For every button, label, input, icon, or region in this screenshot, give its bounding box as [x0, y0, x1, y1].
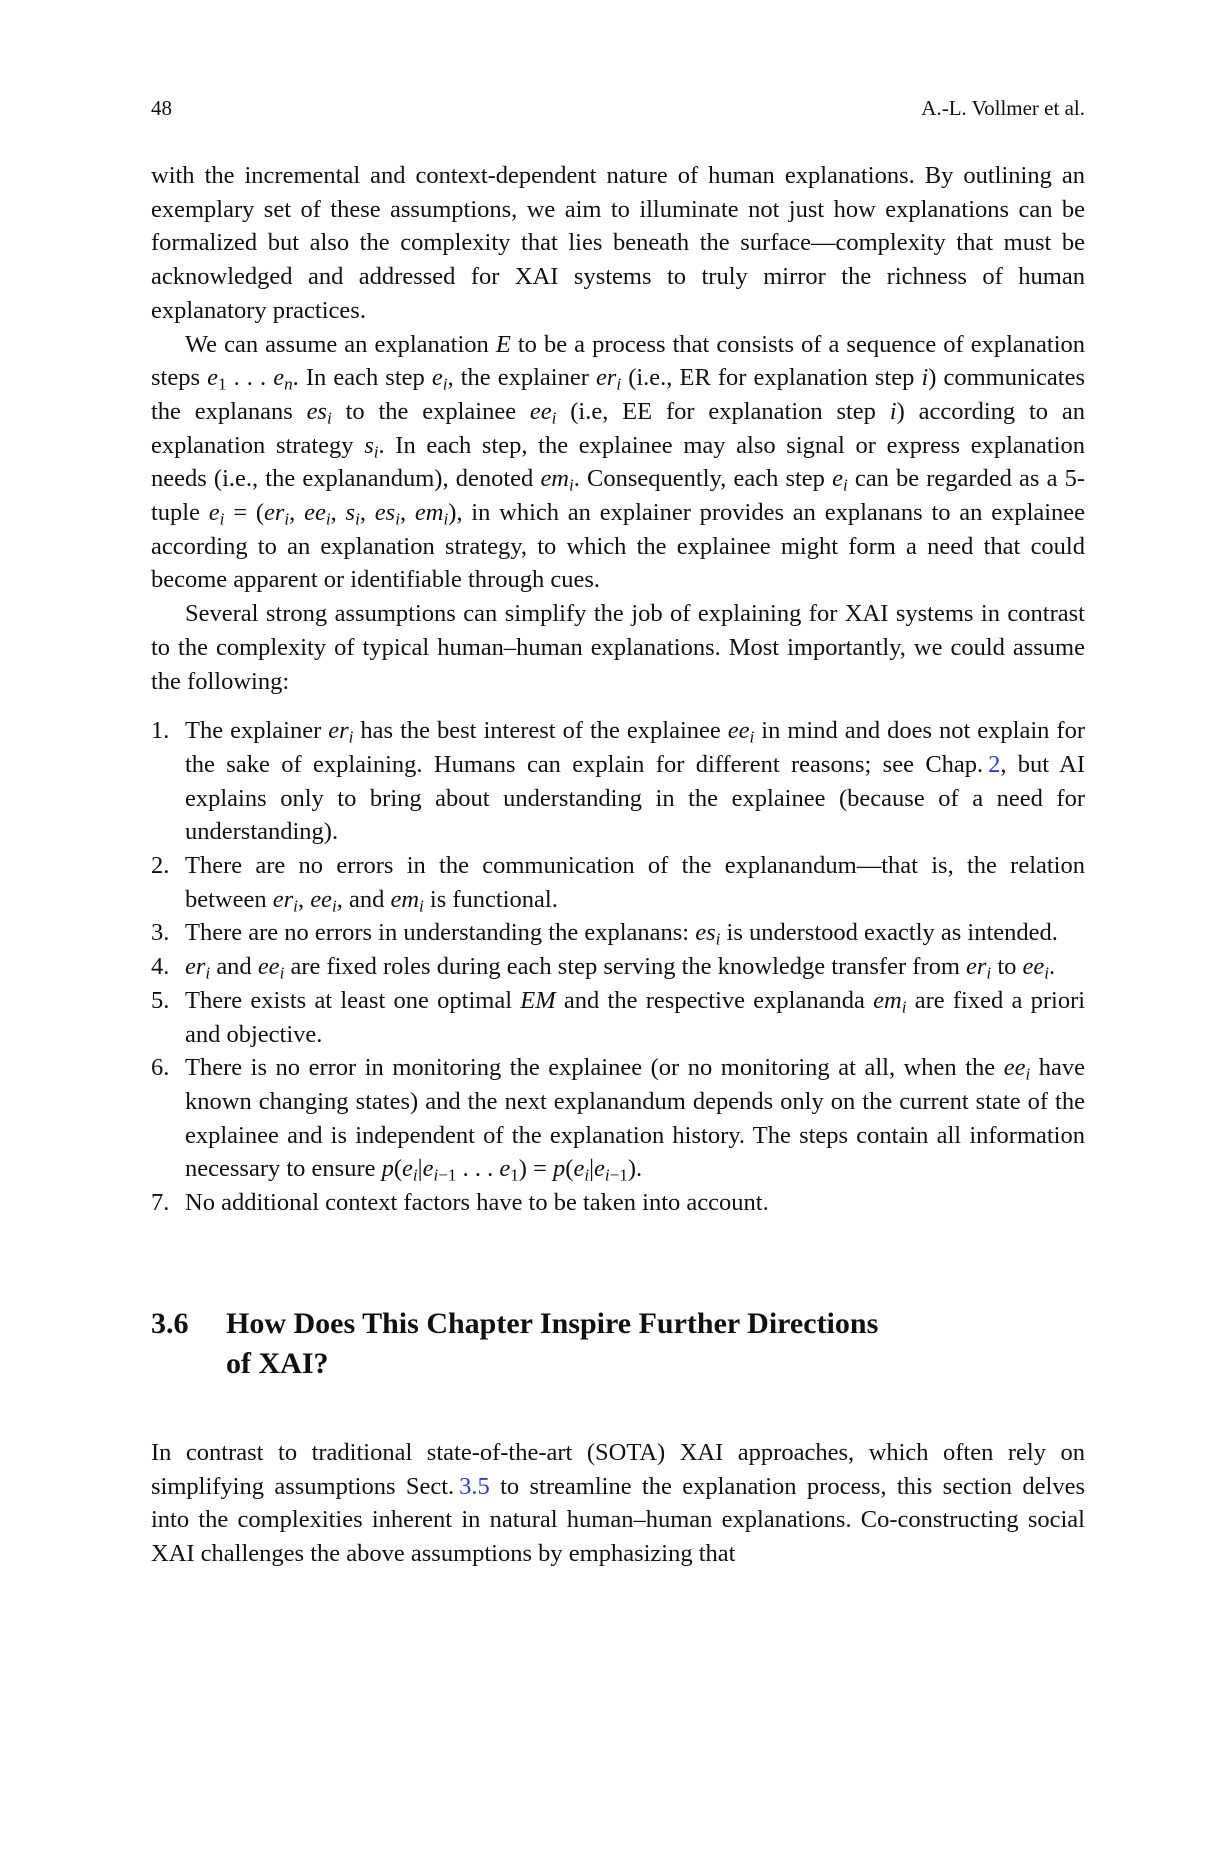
list-item: 6. There is no error in monitoring the explainee (or no monitoring at all, when the $ee_i$ have known changing states) and the next explanandum depends only on the current state of the explainee and is independent of the explanation history. The steps contain all information necessary to ensure $p(e_i|e_{i-1}$ . . . $e_1) = p(e_i|e_{i-1})$. — [151, 1054, 1086, 1185]
section-heading — [151, 1304, 1085, 1384]
section-link[interactable]: 3.5 — [459, 1472, 490, 1500]
section-title: How Does This Chapter Inspire Further Directions of XAI? — [226, 1306, 879, 1380]
running-head: A.-L. Vollmer et al. — [921, 96, 1085, 120]
list-item: 2. There are no errors in the communication of the explanandum—that is, the relation between $er_i$, $ee_i$, and $em_i$ is functional. — [151, 852, 1085, 916]
list-item: 1. The explainer $er_i$ has the best interest of the explainee $ee_i$ in mind and does not explain for the sake of explaining. Humans can explain for different reasons; see Chap. 2, but AI explains only to bring about understanding in the explainee (because of a need for understanding). — [151, 717, 1085, 846]
list-item: 5. There exists at least one optimal EM and the respective explananda $em_i$ are fixed a priori and objective. — [151, 986, 1086, 1048]
list-item: 7. No additional context factors have to be taken into account. — [151, 1189, 769, 1217]
page — [151, 96, 1085, 1571]
list-item: 4. $er_i$ and $ee_i$ are fixed roles during each step serving the knowledge transfer from $er_i$ to $ee_i$. — [151, 953, 1056, 983]
paragraph-4: In contrast to traditional state-of-the-art (SOTA) XAI approaches, which often rely on simplifying assumptions Sect. 3.5 to streamline the explanation process, this section delves into the complexities inherent in natural human–human explanations. Co-constructing social XAI challenges the above assumptions by emphasizing that — [151, 1438, 1086, 1567]
assumptions-list — [151, 714, 1085, 1220]
chapter-link[interactable]: 2 — [988, 750, 1001, 778]
running-header — [151, 96, 1085, 121]
paragraph-1: with the incremental and context-dependent nature of human explanations. By outlining an exemplary set of these assumptions, we aim to illuminate not just how explanations can be formalized but also the complexity that lies beneath the surface—complexity that must be acknowledged and addressed for XAI systems to truly mirror the richness of human explanatory practices. — [151, 162, 1085, 324]
section-number: 3.6 — [151, 1306, 189, 1340]
paragraph-2: We can assume an explanation E to be a process that consists of a sequence of explanation steps $e_1$ . . . $e_n$. In each step $e_i$, the explainer $er_i$ (i.e., ER for explanation step i) communicates the explanans $es_i$ to the explainee $ee_i$ (i.e, EE for explanation step i) according to an explanation strategy $s_i$. In each step, the explainee may also signal or express explanation needs (i.e., the explanandum), denoted $em_i$. Consequently, each step $e_i$ can be regarded as a 5-tuple $e_i = (er_i$, $ee_i$, $s_i$, $es_i$, $em_i$), in which an explainer provides an explanans to an explainee according to an explanation strategy, to which the explainee might form a need that could become apparent or identifiable through cues. — [151, 330, 1086, 594]
page-number: 48 — [151, 96, 172, 120]
paragraph-3: Several strong assumptions can simplify the job of explaining for XAI systems in contrast to the complexity of typical human–human explanations. Most importantly, we could assume the following: — [151, 600, 1085, 695]
list-item: 3. There are no errors in understanding the explanans: $es_i$ is understood exactly as intended. — [151, 919, 1058, 949]
